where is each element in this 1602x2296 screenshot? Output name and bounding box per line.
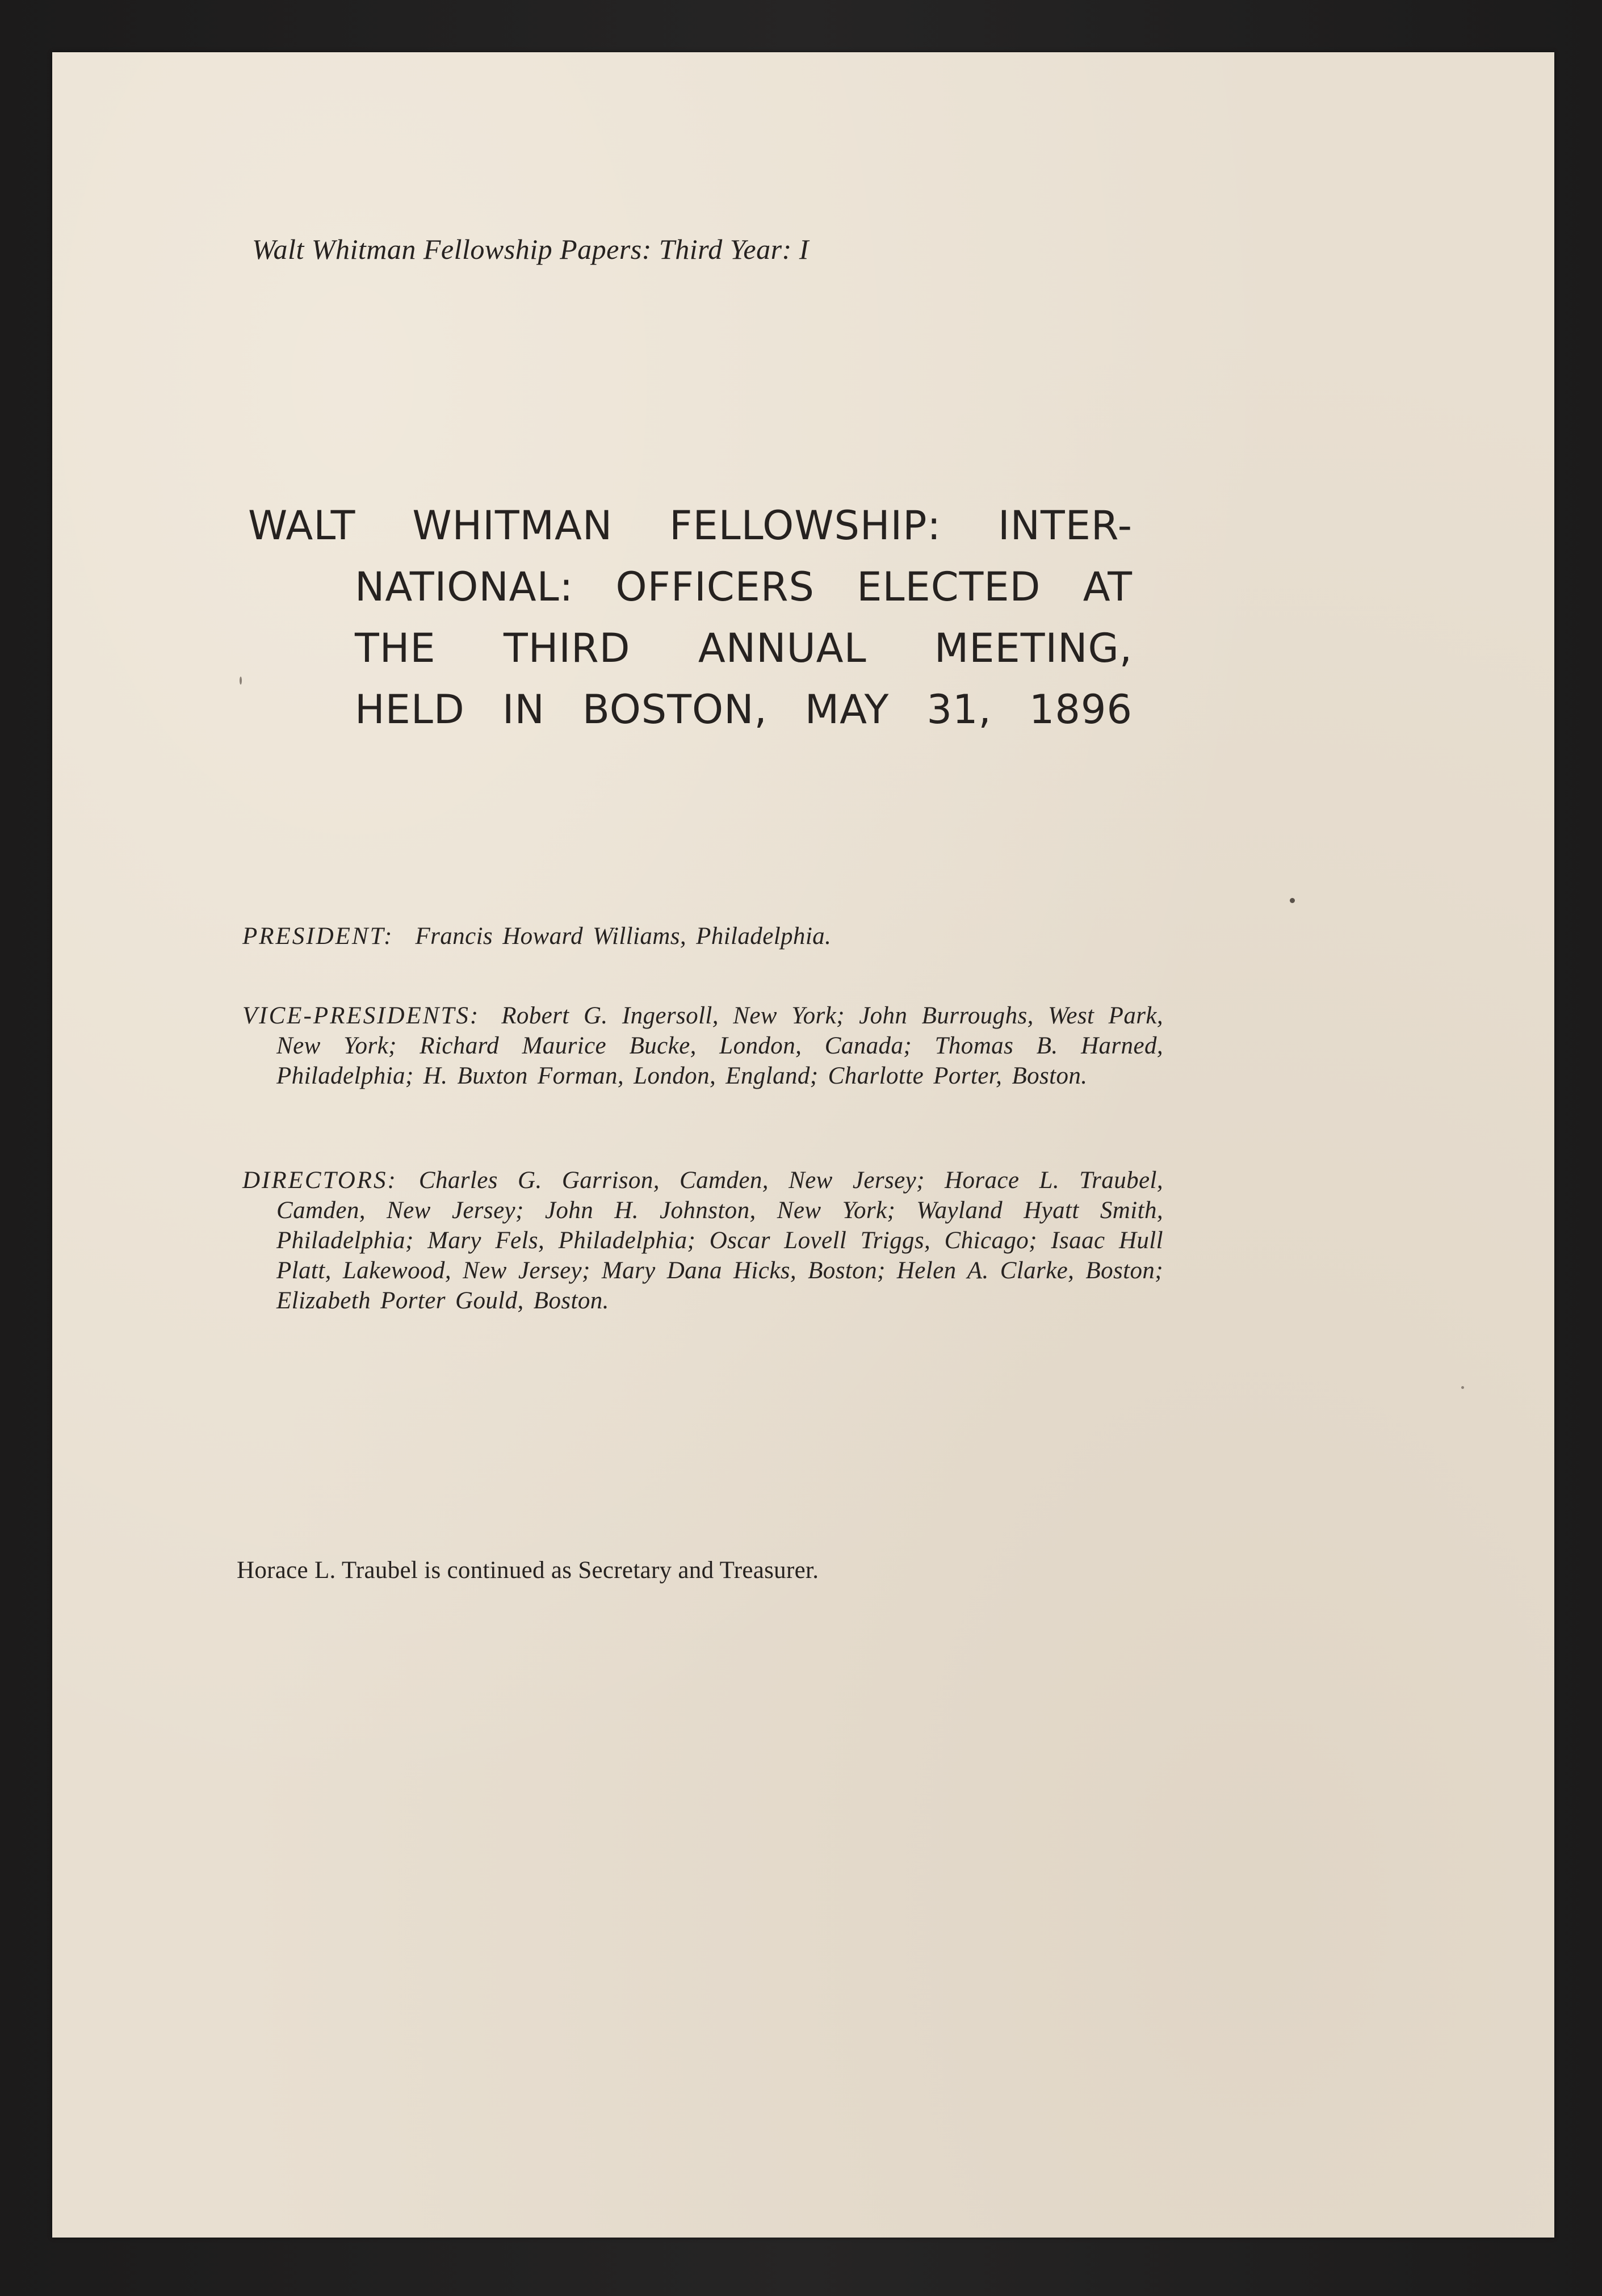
president-names: Francis Howard Williams, Philadelphia. bbox=[415, 923, 832, 950]
title-line-3: THE THIRD ANNUAL MEETING, bbox=[355, 625, 1133, 671]
secretary-treasurer-note: Horace L. Traubel is continued as Secretary and Treasurer. bbox=[237, 1557, 819, 1584]
vice-presidents-names: Robert G. Ingersoll, New York; John Burroughs, West Park, New York; Richard Maurice Bucke, London, Canada; Thomas B. Harned, Philadelphia; H. Buxton Forman, London, England; Charlotte Porter, Boston. bbox=[276, 1002, 1163, 1089]
president-entry bbox=[242, 921, 1163, 951]
title-line-1: WALT WHITMAN FELLOWSHIP: INTER- bbox=[248, 502, 1133, 549]
title-line-4: HELD IN BOSTON, MAY 31, 1896 bbox=[355, 686, 1133, 733]
running-head: Walt Whitman Fellowship Papers: Third Year: I bbox=[252, 233, 809, 265]
paper-speck bbox=[1461, 1386, 1464, 1389]
vice-presidents-label: VICE-PRESIDENTS: bbox=[242, 1002, 480, 1029]
document-page bbox=[52, 52, 1554, 2238]
directors-names: Charles G. Garrison, Camden, New Jersey; Horace L. Traubel, Camden, New Jersey; John H. Johnston, New York; Wayland Hyatt Smith, Philadelphia; Mary Fels, Philadelphia; Oscar Lovell Triggs, Chicago; Isaac Hull Platt, Lakewood, New Jersey; Mary Dana Hicks, Boston; Helen A. Clarke, Boston; Elizabeth Porter Gould, Boston. bbox=[276, 1167, 1163, 1314]
document-title bbox=[248, 495, 1133, 740]
directors-entry bbox=[242, 1165, 1163, 1316]
title-line-2: NATIONAL: OFFICERS ELECTED AT bbox=[355, 564, 1133, 610]
directors-label: DIRECTORS: bbox=[242, 1167, 397, 1194]
paper-speck bbox=[1290, 898, 1295, 903]
vice-presidents-entry bbox=[242, 1001, 1163, 1091]
president-label: PRESIDENT: bbox=[242, 923, 394, 950]
paper-speck bbox=[240, 677, 242, 685]
